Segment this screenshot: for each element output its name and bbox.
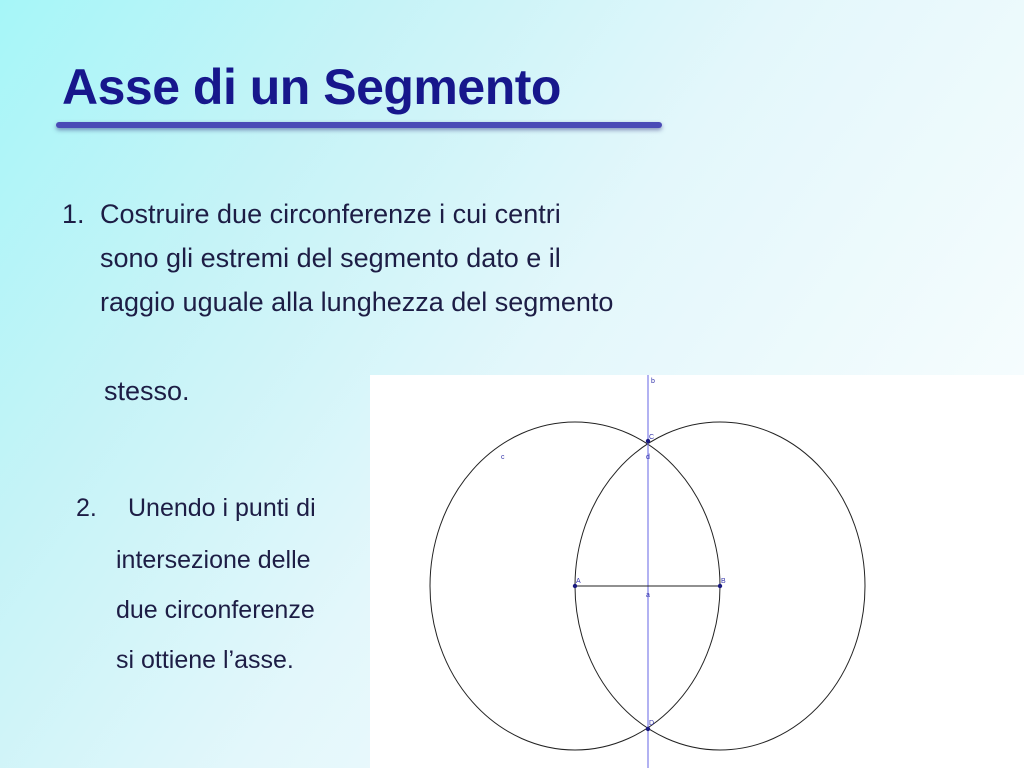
construction-svg — [370, 375, 1024, 768]
point-d — [646, 727, 650, 731]
point-d-label: D — [649, 720, 655, 727]
list-item-2-number: 2. — [76, 494, 97, 522]
list-item-2-line-1: Unendo i punti di — [128, 494, 316, 522]
list-item-2-line-3: due circonferenze — [116, 596, 315, 624]
slide-title: Asse di un Segmento — [62, 59, 561, 115]
list-item-1-text: Costruire due circonferenze i cui centri sono gli estremi del segmento dato e il raggio uguale alla lunghezza del segmento — [100, 199, 614, 317]
circle-c-label: c — [501, 454, 505, 461]
list-item-2-line-2: intersezione delle — [116, 546, 311, 574]
list-item-1-number: 1. — [62, 199, 85, 229]
geometry-figure — [370, 375, 1024, 768]
point-c-label: C — [649, 434, 655, 441]
point-a-label: A — [576, 578, 581, 585]
segment-label: a — [646, 592, 650, 599]
axis-label: b — [651, 378, 655, 385]
title-underline — [56, 122, 662, 128]
list-item-1-tail: stesso. — [104, 376, 190, 406]
circle-d-label: d — [646, 454, 650, 461]
list-item-2-line-4: si ottiene l’asse. — [116, 646, 294, 674]
point-b-label: B — [721, 578, 726, 585]
